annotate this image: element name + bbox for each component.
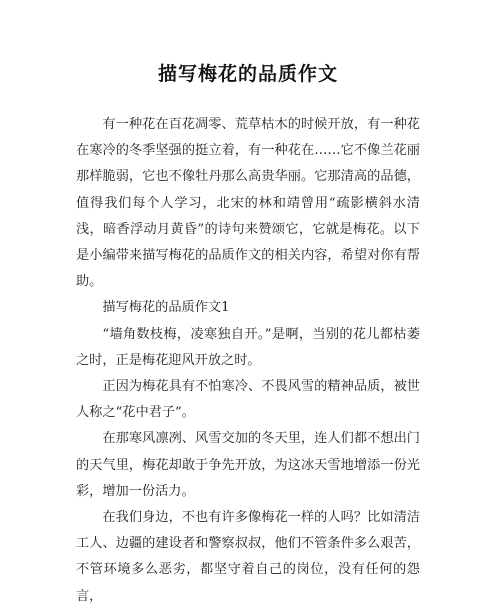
paragraph-intro: 有一种花在百花凋零、荒草枯木的时候开放，有一种花在寒冷的冬季坚强的挺立着，有一种花在……它不像兰花丽那样脆弱，它也不像牡丹那么高贵华丽。它那清高的品德，值得我们每个人学习，北宋的林和靖曾用“疏影横斜水清浅，暗香浮动月黄昏”的诗句来赞颂它，它就是梅花。以下是小编带来描写梅花的品质作文的相关内容，希望对你有帮助。 bbox=[76, 117, 420, 290]
paragraph: “墙角数枝梅，凌寒独自开。”是啊，当别的花儿都枯萎之时，正是梅花迎风开放之时。 bbox=[76, 326, 420, 368]
document-body bbox=[76, 112, 420, 610]
document-title: 描写梅花的品质作文 bbox=[157, 63, 338, 85]
paragraph: 在那寒风凛冽、风雪交加的冬天里，连人们都不想出门的天气里，梅花却敢于争先开放，为这冰天雪地增添一份光彩，增加一份活力。 bbox=[76, 431, 420, 499]
paragraph: 正因为梅花具有不怕寒冷、不畏风雪的精神品质，被世人称之“花中君子”。 bbox=[76, 379, 420, 421]
section-heading: 描写梅花的品质作文1 bbox=[102, 300, 230, 316]
paragraph: 在我们身边，不也有许多像梅花一样的人吗？比如清洁工人、边疆的建设者和警察叔叔，他们不管条件多么艰苦，不管环境多么恶劣，都坚守着自己的岗位，没有任何的怨言， bbox=[76, 510, 420, 604]
